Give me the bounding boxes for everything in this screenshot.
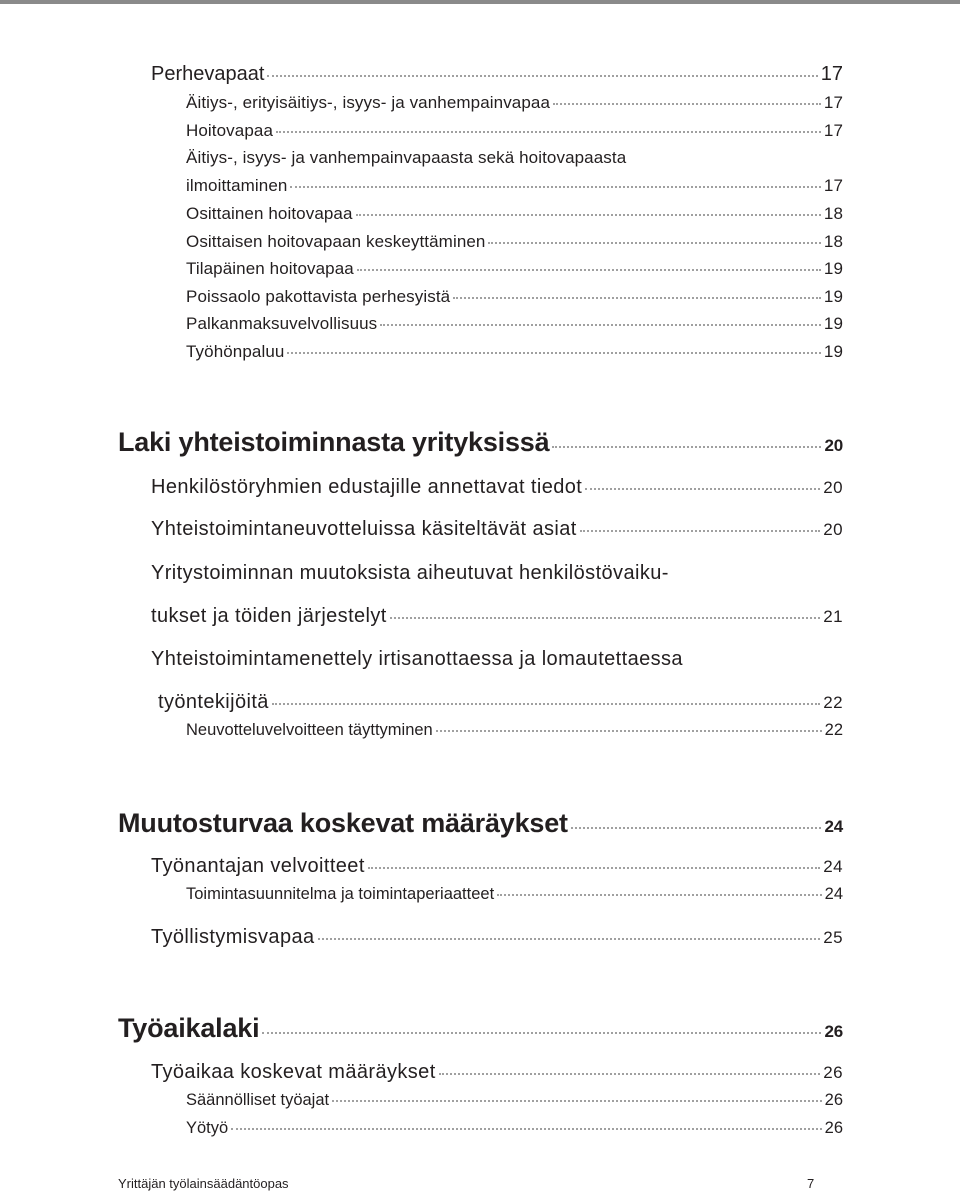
toc-chapter-entry[interactable] <box>118 1013 843 1044</box>
toc-entry[interactable] <box>186 1119 843 1138</box>
toc-entry[interactable] <box>186 1091 843 1110</box>
toc-entry-label: Toimintasuunnitelma ja toimintaperiaatteet <box>186 885 495 903</box>
footer-title: Yrittäjän työlainsäädäntöopas <box>118 1176 289 1191</box>
toc-entry[interactable] <box>151 855 843 878</box>
dot-leader <box>585 488 820 490</box>
toc-entry-label: Osittaisen hoitovapaan keskeyttäminen <box>186 232 486 251</box>
toc-entry-label: Työaikaa koskevat määräykset <box>151 1061 436 1083</box>
toc-entry-label: Neuvotteluvelvoitteen täyttyminen <box>186 721 433 739</box>
toc-entry[interactable] <box>186 232 843 252</box>
dot-leader <box>368 867 821 869</box>
toc-entry-label: Äitiys-, erityisäitiys-, isyys- ja vanhempainvapaa <box>186 93 551 112</box>
toc-entry-label: Työllistymisvapaa <box>151 926 315 948</box>
toc-entry-label: Henkilöstöryhmien edustajille annettavat tiedot <box>151 476 583 498</box>
toc-page-number: 19 <box>823 342 843 361</box>
toc-entry-label: Yhteistoimintaneuvotteluissa käsiteltävät asiat <box>151 518 577 540</box>
toc-page-number: 25 <box>823 928 843 947</box>
toc-entry-label: Poissaolo pakottavista perhesyistä <box>186 287 451 306</box>
toc-entry[interactable] <box>151 476 843 499</box>
toc-page-number: 24 <box>823 857 843 876</box>
toc-entry[interactable] <box>186 314 843 334</box>
toc-page-number: 24 <box>824 885 843 903</box>
toc-entry-label: Tilapäinen hoitovapaa <box>186 259 354 278</box>
toc-page-number: 18 <box>823 204 843 223</box>
toc-entry-label: ilmoittaminen <box>186 176 288 195</box>
toc-page-number: 17 <box>823 93 843 112</box>
toc-page-number: 19 <box>823 287 843 306</box>
dot-leader <box>276 131 821 133</box>
toc-entry[interactable] <box>186 121 843 141</box>
dot-leader <box>272 703 820 705</box>
dot-leader <box>332 1100 822 1102</box>
toc-entry[interactable] <box>158 691 843 714</box>
toc-entry[interactable] <box>186 93 843 113</box>
toc-page-number: 20 <box>823 478 843 497</box>
toc-entry[interactable] <box>186 287 843 307</box>
toc-page-number: 20 <box>824 436 843 455</box>
toc-page-number: 18 <box>823 232 843 251</box>
toc-entry[interactable] <box>151 63 843 86</box>
toc-page-number: 24 <box>824 817 843 836</box>
toc-entry[interactable] <box>186 176 843 196</box>
toc-page-number: 26 <box>823 1063 843 1082</box>
dot-leader <box>267 75 817 77</box>
toc-entry[interactable] <box>186 259 843 279</box>
toc-entry[interactable] <box>186 342 843 362</box>
dot-leader <box>497 894 821 896</box>
toc-entry-label-continued: Yhteistoimintamenettely irtisanottaessa ja lomautettaessa <box>151 648 683 670</box>
dot-leader <box>390 617 821 619</box>
toc-chapter-entry[interactable] <box>118 808 843 839</box>
toc-chapter-label: Laki yhteistoiminnasta yrityksissä <box>118 427 550 457</box>
toc-page-number: 19 <box>823 314 843 333</box>
toc-entry[interactable] <box>151 1061 843 1084</box>
toc-entry-label: työntekijöitä <box>158 691 269 713</box>
toc-entry[interactable] <box>151 926 843 949</box>
toc-entry[interactable] <box>186 204 843 224</box>
dot-leader <box>262 1032 821 1034</box>
dot-leader <box>553 103 821 105</box>
toc-entry[interactable] <box>151 518 843 541</box>
toc-entry[interactable] <box>151 605 843 628</box>
dot-leader <box>552 446 821 448</box>
toc-page-number: 22 <box>823 693 843 712</box>
dot-leader <box>453 297 821 299</box>
toc-entry-label: Hoitovapaa <box>186 121 274 140</box>
dot-leader <box>380 324 821 326</box>
dot-leader <box>488 242 820 244</box>
toc-chapter-label: Muutosturvaa koskevat määräykset <box>118 808 568 838</box>
dot-leader <box>356 214 821 216</box>
toc-page-number: 17 <box>820 63 843 85</box>
dot-leader <box>436 730 822 732</box>
dot-leader <box>439 1073 821 1075</box>
toc-page-number: 20 <box>823 520 843 539</box>
toc-entry[interactable] <box>186 721 843 740</box>
toc-page-number: 17 <box>823 176 843 195</box>
footer-page-number: 7 <box>807 1176 815 1191</box>
toc-chapter-label: Työaikalaki <box>118 1013 260 1043</box>
toc-page-number: 22 <box>824 721 843 739</box>
toc-entry-label-continued: Yritystoiminnan muutoksista aiheutuvat henkilöstövaiku- <box>151 562 669 584</box>
toc-entry-label: Yötyö <box>186 1119 229 1137</box>
dot-leader <box>231 1128 821 1130</box>
toc-entry-label-continued: Äitiys-, isyys- ja vanhempainvapaasta sekä hoitovapaasta <box>186 148 627 167</box>
toc-entry-label: Säännölliset työajat <box>186 1091 330 1109</box>
toc-entry-label: tukset ja töiden järjestelyt <box>151 605 387 627</box>
toc-entry-label: Työnantajan velvoitteet <box>151 855 365 877</box>
dot-leader <box>290 186 820 188</box>
toc-page-number: 19 <box>823 259 843 278</box>
toc-page-number: 26 <box>824 1091 843 1109</box>
toc-page-number: 21 <box>823 607 843 626</box>
toc-entry[interactable] <box>186 885 843 904</box>
dot-leader <box>287 352 820 354</box>
top-rule <box>0 0 960 4</box>
toc-entry-label: Perhevapaat <box>151 63 265 85</box>
toc-page-number: 26 <box>824 1119 843 1137</box>
dot-leader <box>357 269 821 271</box>
toc-entry-label: Osittainen hoitovapaa <box>186 204 353 223</box>
toc-chapter-entry[interactable] <box>118 427 843 458</box>
toc-page-number: 26 <box>824 1022 843 1041</box>
dot-leader <box>318 938 821 940</box>
toc-page-number: 17 <box>823 121 843 140</box>
toc-entry-label: Työhönpaluu <box>186 342 285 361</box>
toc-entry-label: Palkanmaksuvelvollisuus <box>186 314 378 333</box>
dot-leader <box>571 827 822 829</box>
dot-leader <box>580 530 821 532</box>
